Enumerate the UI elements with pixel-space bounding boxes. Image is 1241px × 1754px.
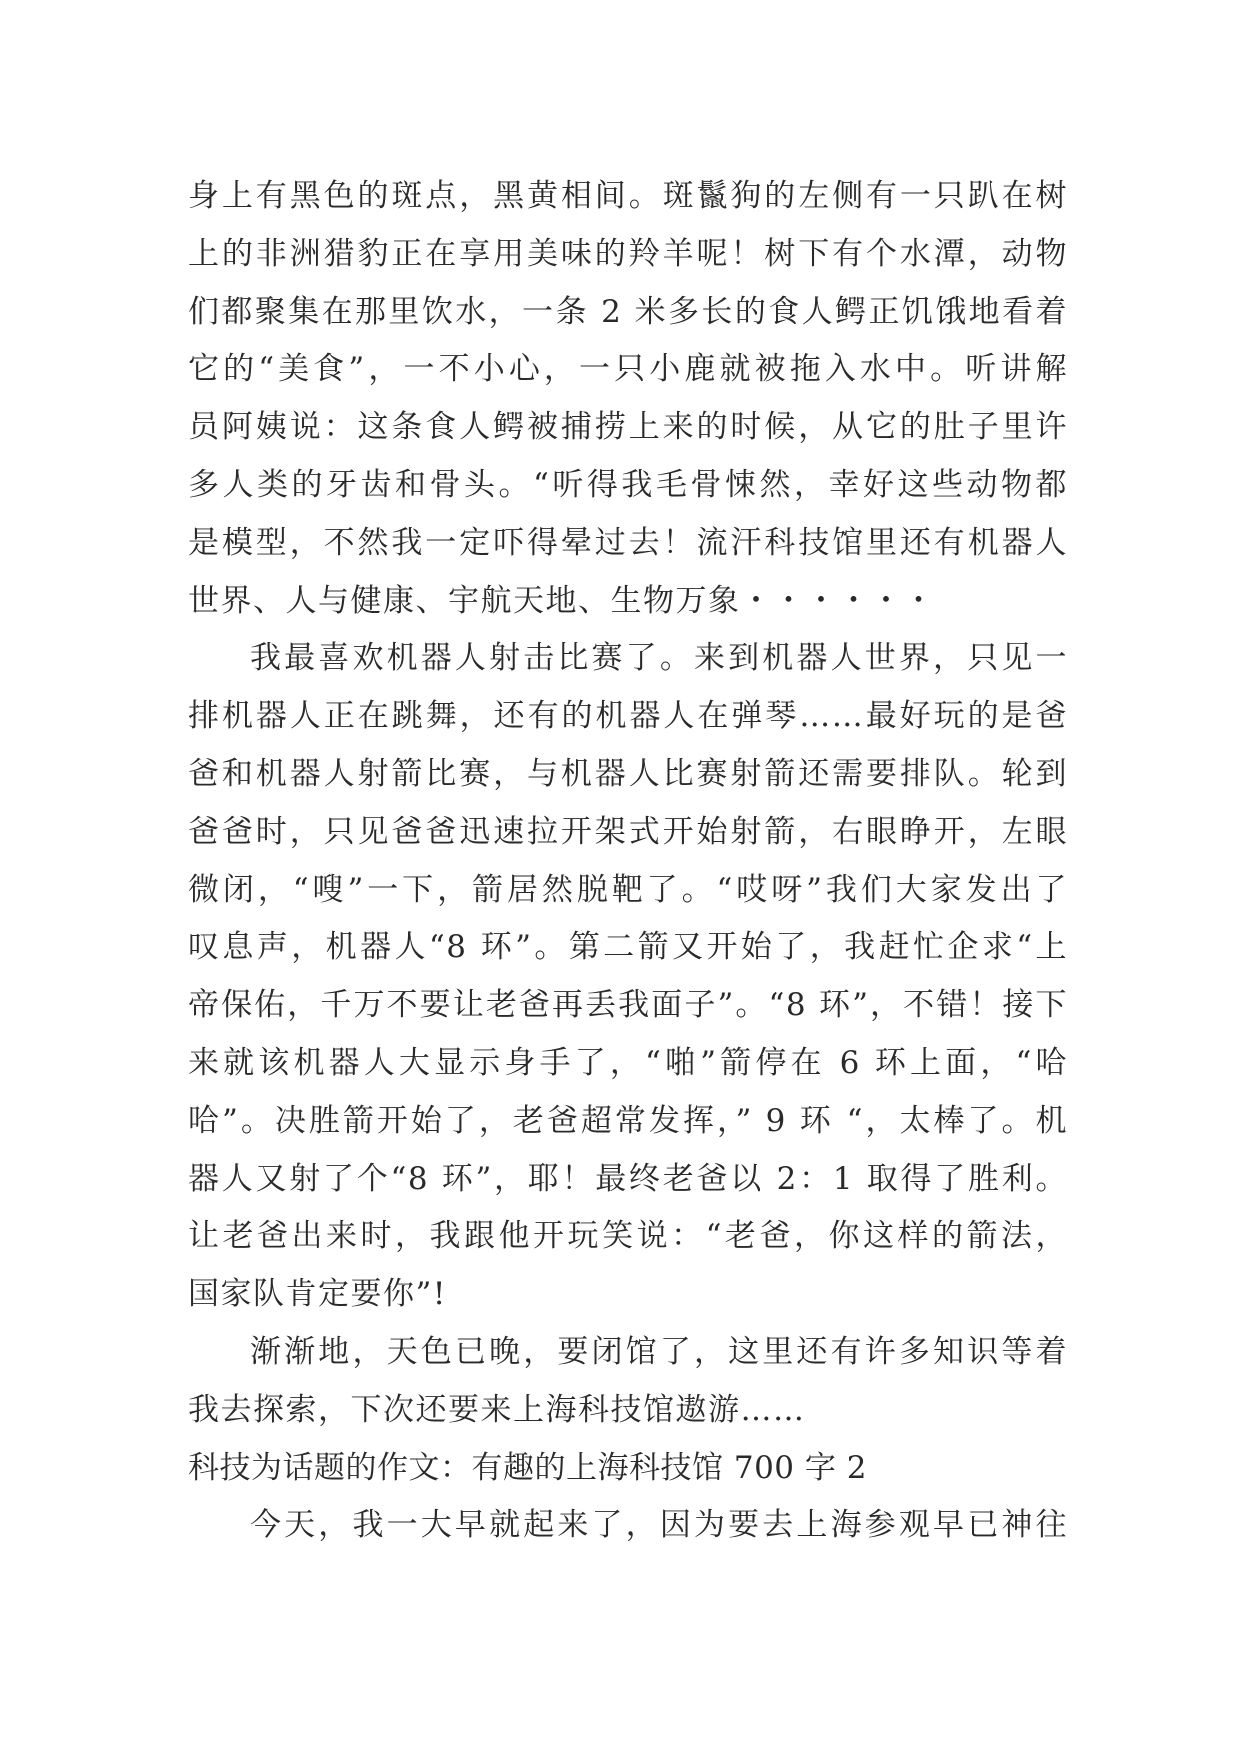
text-line: 排机器人正在跳舞，还有的机器人在弹琴……最好玩的是爸 bbox=[188, 698, 1068, 735]
text-line: 微闭，“嗖”一下，箭居然脱靶了。“哎呀”我们大家发出了 bbox=[188, 871, 1068, 908]
text-line: 爸爸时，只见爸爸迅速拉开架式开始射箭，右眼睁开，左眼 bbox=[188, 813, 1068, 850]
text-line: 让老爸出来时，我跟他开玩笑说：“老爸，你这样的箭法， bbox=[188, 1218, 1068, 1255]
text-line: 渐渐地，天色已晚，要闭馆了，这里还有许多知识等着 bbox=[250, 1333, 1068, 1370]
text-line: 世界、人与健康、宇航天地、生物万象・・・・・・ bbox=[188, 582, 936, 619]
text-line: 哈”。决胜箭开始了，老爸超常发挥，” 9 环 “，太棒了。机 bbox=[188, 1102, 1068, 1139]
text-line: 身上有黑色的斑点，黑黄相间。斑鬣狗的左侧有一只趴在树 bbox=[188, 178, 1068, 214]
text-line: 来就该机器人大显示身手了，“啪”箭停在 6 环上面，“哈 bbox=[188, 1044, 1068, 1081]
text-line: 们都聚集在那里饮水，一条 2 米多长的食人鳄正饥饿地看着 bbox=[188, 293, 1068, 330]
text-line: 它的“美食”，一不小心，一只小鹿就被拖入水中。听讲解 bbox=[188, 351, 1068, 388]
text-line: 爸和机器人射箭比赛，与机器人比赛射箭还需要排队。轮到 bbox=[188, 755, 1068, 792]
text-line: 上的非洲猎豹正在享用美味的羚羊呢！树下有个水潭，动物 bbox=[188, 235, 1068, 272]
section-heading: 科技为话题的作文：有趣的上海科技馆 700 字 2 bbox=[188, 1449, 867, 1486]
text-line: 多人类的牙齿和骨头。“听得我毛骨悚然，幸好这些动物都 bbox=[188, 466, 1068, 503]
text-line: 我最喜欢机器人射击比赛了。来到机器人世界，只见一 bbox=[250, 640, 1068, 677]
text-line: 帝保佑，千万不要让老爸再丢我面子”。“8 环”，不错！接下 bbox=[188, 987, 1068, 1024]
text-line: 叹息声，机器人“8 环”。第二箭又开始了，我赶忙企求“上 bbox=[188, 929, 1068, 966]
text-line: 国家队肯定要你”! bbox=[188, 1276, 447, 1313]
text-line: 器人又射了个“8 环”，耶！最终老爸以 2：1 取得了胜利。 bbox=[188, 1160, 1068, 1197]
document-body bbox=[188, 168, 1068, 1555]
text-line: 我去探索，下次还要来上海科技馆遨游…… bbox=[188, 1391, 806, 1428]
text-line: 是模型，不然我一定吓得晕过去！流汗科技馆里还有机器人 bbox=[188, 524, 1068, 561]
text-line: 员阿姨说：这条食人鳄被捕捞上来的时候，从它的肚子里许 bbox=[188, 409, 1068, 446]
text-line: 今天，我一大早就起来了，因为要去上海参观早已神往 bbox=[250, 1507, 1068, 1544]
